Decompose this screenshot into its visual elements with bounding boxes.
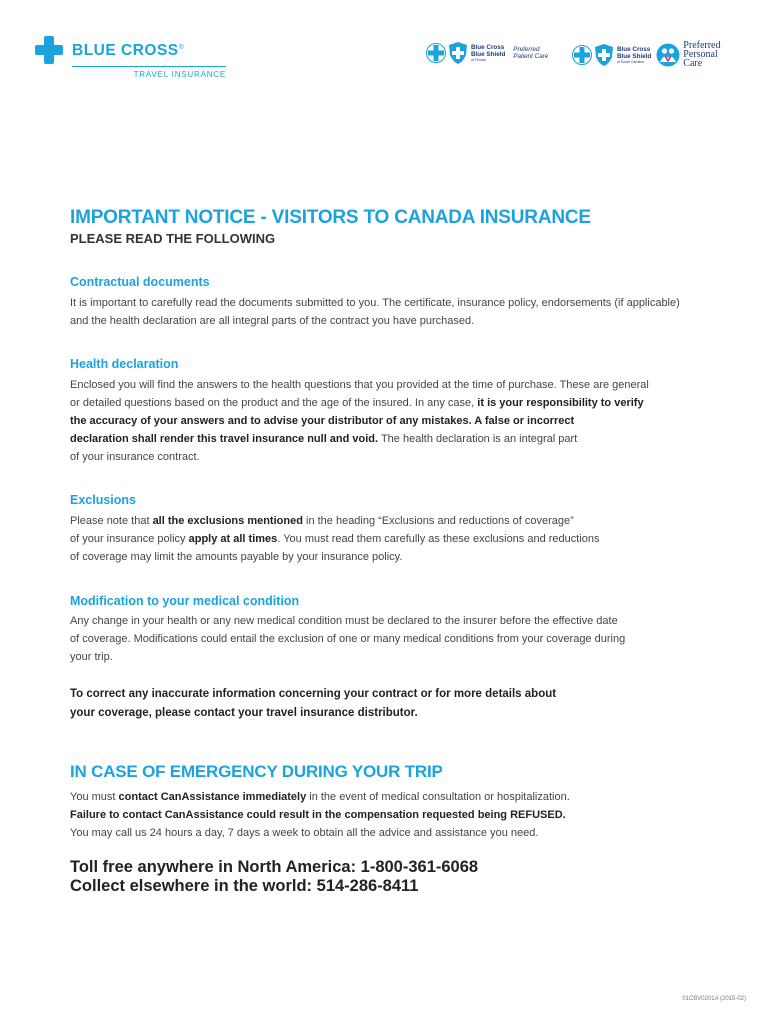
partner1-line1: Blue Cross [471, 44, 505, 51]
partner2-line2: Blue Shield [617, 52, 652, 60]
contractual-line: and the health declaration are all integral parts of the contract you have purchased. [70, 315, 475, 327]
partner1-line3: of Florida [471, 58, 486, 62]
shield-emblem-icon [594, 43, 614, 67]
blue-cross-logo-icon [35, 36, 63, 64]
modification-paragraph [70, 612, 625, 666]
correct-info-line: your coverage, please contact your travel insurance distributor. [70, 706, 418, 719]
cross-emblem-icon [572, 43, 592, 67]
health-paragraph [70, 376, 649, 466]
partner2-tag3: Care [683, 58, 703, 69]
exclusions-paragraph [70, 512, 600, 566]
health-line: the accuracy of your answers and to advise your distributor of any mistakes. A false or incorrect [70, 415, 575, 427]
correct-info-line: To correct any inaccurate information concerning your contract or for more details about [70, 688, 557, 700]
emergency-paragraph [70, 788, 570, 842]
exclusions-line: of coverage may limit the amounts payable by your insurance policy. [70, 551, 403, 563]
exclusions-line: Please note that all the exclusions mentioned in the heading “Exclusions and reductions of coverage” [70, 515, 574, 527]
partner2-tag2: Personal [683, 49, 718, 60]
toll-free-number: Toll free anywhere in North America: 1-800-361-6068 [70, 858, 479, 876]
partner1-line2: Blue Shield [471, 51, 506, 58]
section-heading-modification: Modification to your medical condition [70, 594, 300, 608]
section-heading-health: Health declaration [70, 357, 179, 371]
shield-emblem-icon [448, 41, 468, 65]
brand-subtitle: TRAVEL INSURANCE [133, 70, 226, 79]
emergency-line: You must contact CanAssistance immediately in the event of medical consultation or hospitalization. [70, 791, 570, 803]
partner2-tag1: Preferred [683, 40, 721, 51]
document-code: 01CBV0201A (2015-02) [682, 996, 746, 1002]
exclusions-line: of your insurance policy apply at all times. You must read them carefully as these exclusions and reductions [70, 533, 600, 545]
emergency-line: You may call us 24 hours a day, 7 days a week to obtain all the advice and assistance you need. [70, 827, 539, 839]
page-title: IMPORTANT NOTICE - VISITORS TO CANADA INSURANCE [70, 207, 591, 228]
cross-emblem-icon [426, 41, 446, 65]
health-line: declaration shall render this travel insurance null and void. The health declaration is an integral part [70, 433, 578, 445]
page-subtitle: PLEASE READ THE FOLLOWING [70, 231, 276, 246]
health-line: Enclosed you will find the answers to the health questions that you provided at the time of purchase. These are general [70, 379, 649, 391]
contractual-line: It is important to carefully read the documents submitted to you. The certificate, insurance policy, endorsements (if applicable) [70, 297, 680, 309]
partner-logo-florida [426, 41, 548, 65]
contractual-paragraph [70, 294, 680, 330]
modification-line: Any change in your health or any new medical condition must be declared to the insurer before the effective date [70, 615, 618, 627]
modification-line: of coverage. Modifications could entail the exclusion of one or many medical conditions from your coverage during [70, 633, 626, 645]
partner1-tag2: Patient Care [513, 53, 549, 60]
modification-line: your trip. [70, 651, 113, 663]
toll-numbers [70, 858, 478, 896]
section-heading-contractual: Contractual documents [70, 275, 210, 289]
brand-divider [72, 66, 226, 67]
partner1-tag1: Preferred [513, 46, 540, 53]
correct-info-paragraph [70, 685, 556, 722]
section-heading-exclusions: Exclusions [70, 493, 136, 507]
collect-number: Collect elsewhere in the world: 514-286-8411 [70, 877, 419, 895]
people-emblem-icon [656, 43, 680, 67]
partner2-line3: of South Carolina [617, 59, 645, 64]
partner2-line1: Blue Cross [617, 45, 651, 53]
brand-name: BLUE CROSS® [72, 42, 185, 59]
health-line: or detailed questions based on the product and the age of the insured. In any case, it is your responsibility to verify [70, 397, 644, 409]
emergency-line: Failure to contact CanAssistance could result in the compensation requested being REFUSED. [70, 809, 566, 821]
section-heading-emergency: IN CASE OF EMERGENCY DURING YOUR TRIP [70, 762, 443, 781]
health-line: of your insurance contract. [70, 451, 200, 463]
partner-logo-south-carolina [572, 41, 721, 68]
